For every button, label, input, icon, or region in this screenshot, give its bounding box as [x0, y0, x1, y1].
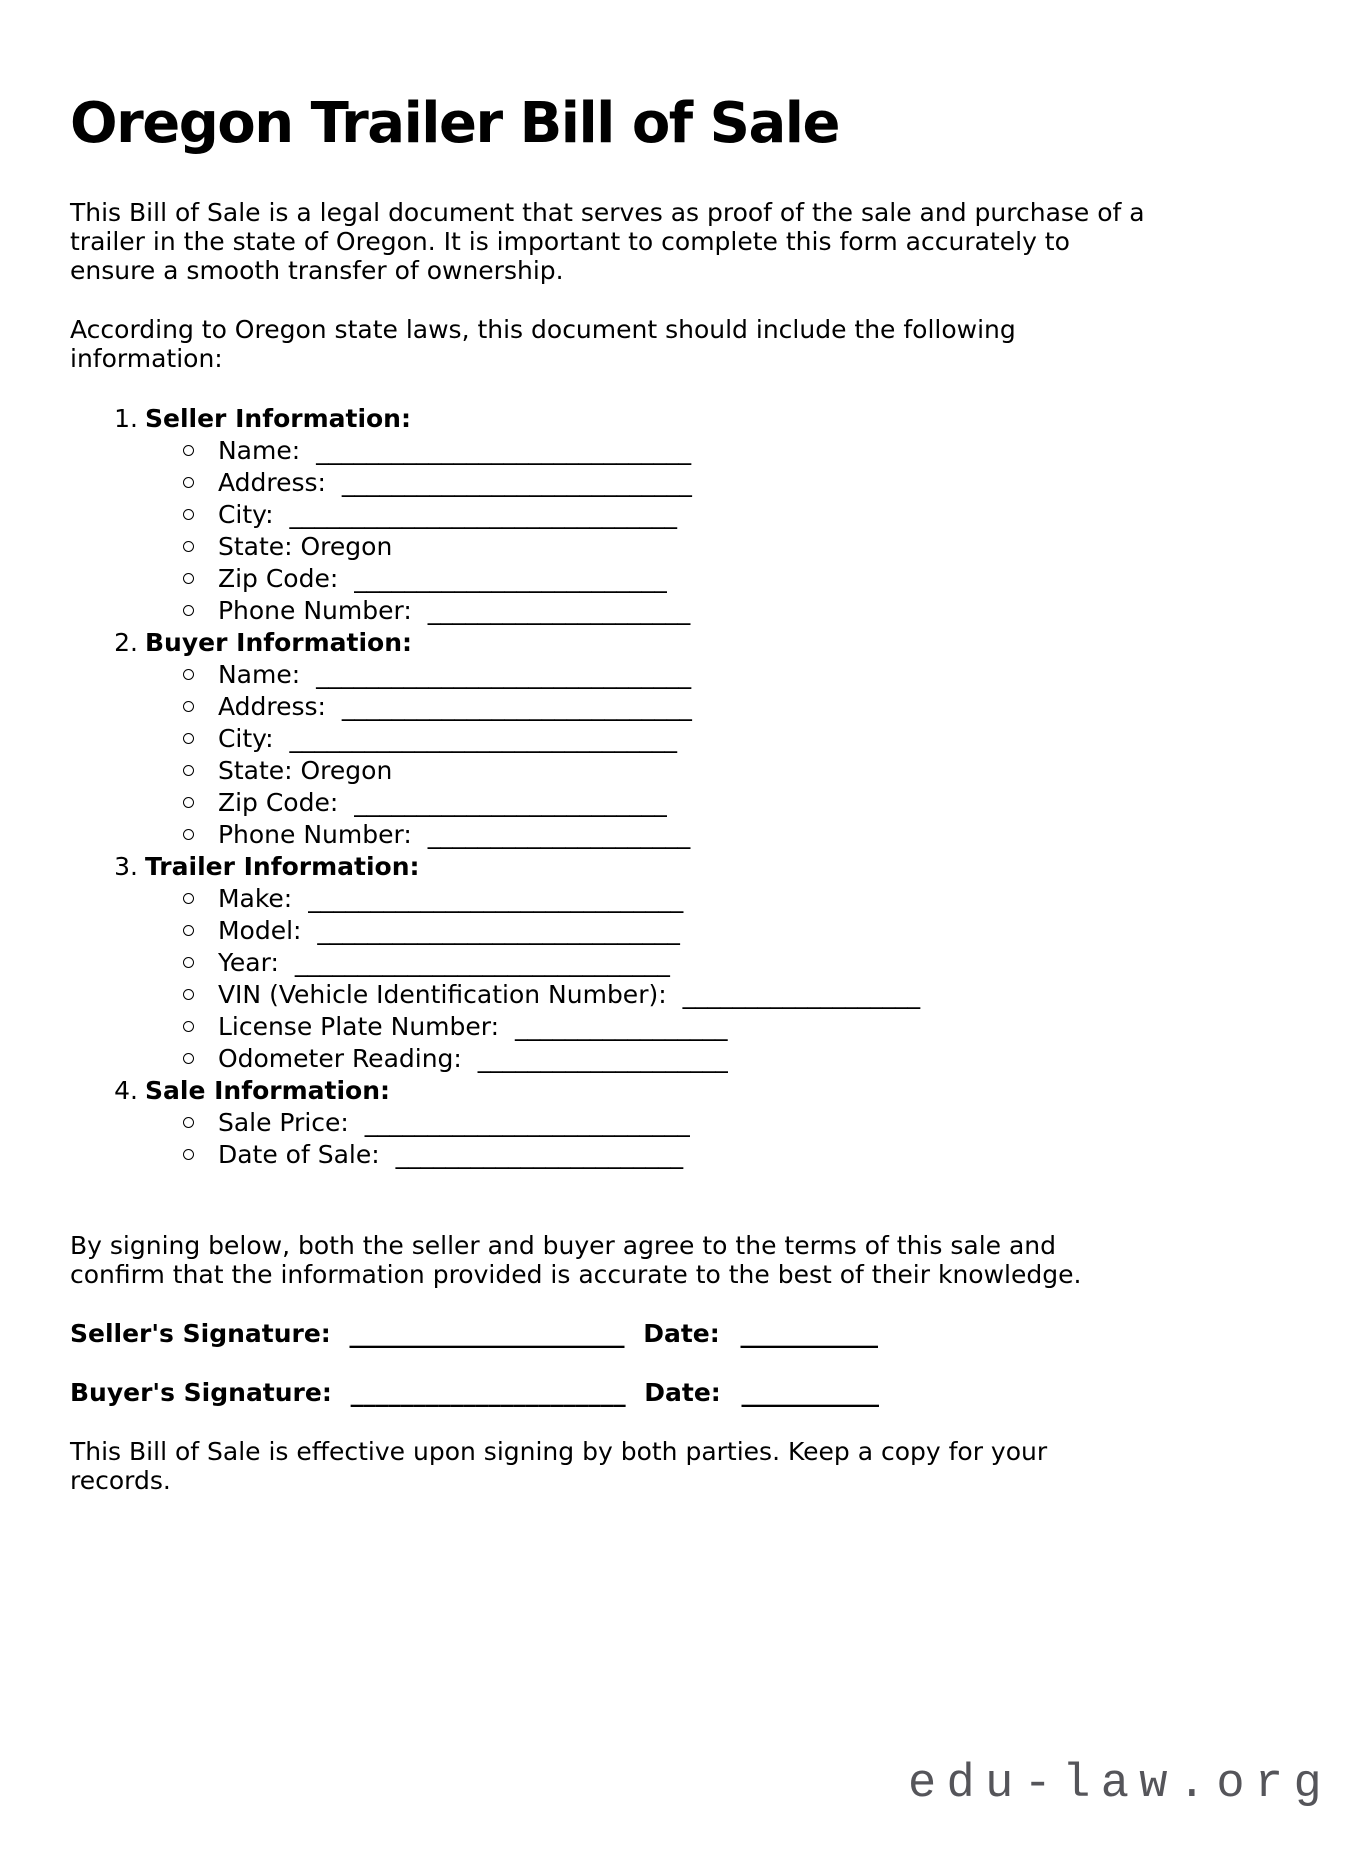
field-label: Sale Price:: [217, 1108, 349, 1137]
buyer-date-blank-line: ___________: [741, 1378, 880, 1407]
seller-signature-blank-line: ______________________: [349, 1319, 625, 1348]
circle-bullet-icon: [183, 1021, 194, 1032]
circle-bullet-icon: [183, 477, 194, 488]
form-field-row: [70, 1043, 1150, 1075]
form-field-row: [70, 1011, 1150, 1043]
field-label: City:: [217, 500, 274, 529]
form-field-row: [70, 499, 1150, 531]
field-blank-line: _____________________: [427, 820, 691, 849]
circle-bullet-icon: [183, 957, 194, 968]
form-field-row: [70, 595, 1150, 627]
field-blank-line: __________________________: [364, 1108, 690, 1137]
circle-bullet-icon: [183, 1117, 194, 1128]
field-blank-line: _________________: [515, 1012, 728, 1041]
field-blank-line: ____________________________: [341, 468, 692, 497]
field-blank-line: ______________________________: [308, 884, 684, 913]
form-field-row: [70, 531, 1150, 563]
section-number: 1.: [114, 404, 138, 433]
seller-date-blank-line: ___________: [740, 1319, 878, 1348]
form-field-row: [70, 659, 1150, 691]
section-heading-seller: [70, 403, 1150, 435]
field-blank-line: _____________________________: [317, 916, 680, 945]
section-heading-label: Sale Information:: [145, 1076, 390, 1105]
field-label: VIN (Vehicle Identification Number):: [217, 980, 667, 1009]
form-field-row: [70, 819, 1150, 851]
field-blank-line: ______________________________: [316, 660, 692, 689]
form-field-row: [70, 755, 1150, 787]
section-heading-trailer: [70, 851, 1150, 883]
field-blank-line: ____________________: [477, 1044, 728, 1073]
circle-bullet-icon: [183, 797, 194, 808]
form-field-row: [70, 691, 1150, 723]
field-blank-line: ___________________: [682, 980, 921, 1009]
buyer-signature-blank-line: ______________________: [350, 1378, 626, 1407]
field-label: Phone Number:: [217, 820, 412, 849]
field-blank-line: ____________________________: [341, 692, 692, 721]
form-field-row: [70, 467, 1150, 499]
field-label: Phone Number:: [217, 596, 412, 625]
circle-bullet-icon: [183, 1053, 194, 1064]
seller-signature-row: [70, 1319, 1150, 1348]
circle-bullet-icon: [183, 573, 194, 584]
circle-bullet-icon: [183, 925, 194, 936]
form-field-row: [70, 979, 1150, 1011]
requirements-list: [70, 403, 1150, 1171]
field-label: Name:: [217, 660, 301, 689]
field-label: Name:: [217, 436, 301, 465]
field-blank-line: _________________________: [354, 788, 667, 817]
field-blank-line: _________________________: [354, 564, 667, 593]
circle-bullet-icon: [183, 765, 194, 776]
buyer-date-label: Date:: [644, 1378, 721, 1407]
section-number: 3.: [114, 852, 138, 881]
page-title: Oregon Trailer Bill of Sale: [70, 91, 839, 156]
document-content: [0, 90, 1150, 1495]
form-field-row: [70, 883, 1150, 915]
section-heading-sale: [70, 1075, 1150, 1107]
field-blank-line: _______________________: [395, 1140, 684, 1169]
document-page: [0, 90, 1362, 1853]
form-field-row: [70, 563, 1150, 595]
section-heading-buyer: [70, 627, 1150, 659]
circle-bullet-icon: [183, 541, 194, 552]
field-label: Model:: [217, 916, 302, 945]
circle-bullet-icon: [183, 733, 194, 744]
circle-bullet-icon: [183, 701, 194, 712]
section-heading-label: Seller Information:: [145, 404, 411, 433]
section-heading-label: Trailer Information:: [145, 852, 420, 881]
field-label: Zip Code:: [217, 564, 339, 593]
circle-bullet-icon: [183, 669, 194, 680]
circle-bullet-icon: [183, 445, 194, 456]
field-label: Zip Code:: [217, 788, 339, 817]
agreement-paragraph: By signing below, both the seller and buyer agree to the terms of this sale and confirm that the information provided is accurate to the best of their knowledge.: [70, 1231, 1082, 1289]
laws-intro-paragraph: According to Oregon state laws, this document should include the following information:: [70, 315, 1016, 373]
field-label: Address:: [217, 692, 326, 721]
field-blank-line: _______________________________: [289, 724, 678, 753]
buyer-signature-label: Buyer's Signature:: [70, 1378, 332, 1407]
field-blank-line: _______________________________: [289, 500, 678, 529]
form-field-row: [70, 1139, 1150, 1171]
circle-bullet-icon: [183, 893, 194, 904]
section-number: 4.: [114, 1076, 138, 1105]
buyer-signature-row: [70, 1378, 1150, 1407]
field-label: Odometer Reading:: [217, 1044, 462, 1073]
circle-bullet-icon: [183, 989, 194, 1000]
form-field-row: [70, 915, 1150, 947]
seller-date-label: Date:: [643, 1319, 720, 1348]
field-blank-line: ______________________________: [294, 948, 670, 977]
field-label: City:: [217, 724, 274, 753]
intro-paragraph: This Bill of Sale is a legal document that serves as proof of the sale and purchase of a trailer in the state of Oregon. It is important to complete this form accurately to ensure a smooth transfer of ownership.: [70, 198, 1145, 285]
section-number: 2.: [114, 628, 138, 657]
circle-bullet-icon: [183, 1149, 194, 1160]
circle-bullet-icon: [183, 605, 194, 616]
field-label: Year:: [217, 948, 279, 977]
field-label: License Plate Number:: [217, 1012, 500, 1041]
field-blank-line: _____________________: [427, 596, 691, 625]
field-label: Address:: [217, 468, 326, 497]
field-label: Date of Sale:: [217, 1140, 380, 1169]
form-field-row: [70, 1107, 1150, 1139]
form-field-row: [70, 435, 1150, 467]
field-label: State: Oregon: [217, 756, 393, 785]
field-label: State: Oregon: [217, 532, 393, 561]
seller-signature-label: Seller's Signature:: [70, 1319, 331, 1348]
form-field-row: [70, 787, 1150, 819]
circle-bullet-icon: [183, 509, 194, 520]
field-blank-line: ______________________________: [316, 436, 692, 465]
effective-note-paragraph: This Bill of Sale is effective upon signing by both parties. Keep a copy for your records.: [70, 1437, 1048, 1495]
site-watermark: edu-law.org: [908, 1758, 1332, 1811]
field-label: Make:: [217, 884, 293, 913]
form-field-row: [70, 723, 1150, 755]
form-field-row: [70, 947, 1150, 979]
section-heading-label: Buyer Information:: [145, 628, 413, 657]
circle-bullet-icon: [183, 829, 194, 840]
